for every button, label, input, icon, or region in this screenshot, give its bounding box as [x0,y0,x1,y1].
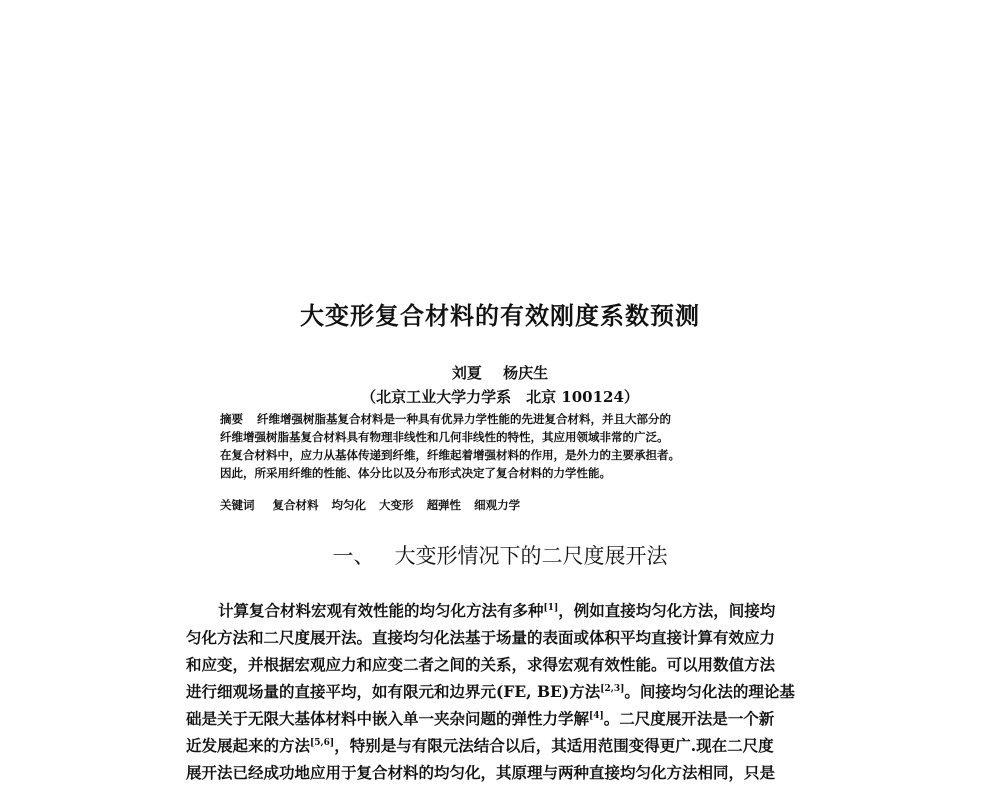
affiliation: （北京工业大学力学系 北京 100124） [361,388,639,406]
section-heading [0,540,1000,570]
keyword: 复合材料 [272,498,319,512]
citation: [5,6] [310,737,335,748]
abstract-line: 因此，所采用纤维的性能、体分比以及分布形式决定了复合材料的力学性能。 [220,466,611,480]
body-line: 和应变，并根据宏观应力和应变二者之间的关系，求得宏观有效性能。可以用数值方法 [186,655,776,674]
abstract-line: 在复合材料中，应力从基体传递到纤维，纤维起着增强材料的作用，是外力的主要承担者。 [220,448,680,462]
body-line: 近发展起来的方法[5,6]，特别是与有限元法结合以后，其适用范围变得更广.现在二尺度 [186,736,774,755]
citation: [4] [589,710,604,721]
abstract [220,410,790,482]
body-line: 础是关于无限大基体材料中嵌入单一夹杂问题的弹性力学解[4]。二尺度展开法是一个新 [186,709,775,728]
abstract-line: 摘要 纤维增强树脂基复合材料是一种具有优异力学性能的先进复合材料，并且大部分的 [220,412,671,426]
keyword: 细观力学 [474,498,521,512]
authors: 刘夏 杨庆生 [451,364,549,382]
body-line: 进行细观场量的直接平均，如有限元和边界元(FE, BE)方法[2,3]。间接均匀化法的理论基 [186,682,795,701]
section-title: 大变形情况下的二尺度展开法 [394,544,668,568]
section-number: 一、 [332,544,375,568]
citation: [2,3] [600,683,625,694]
keyword: 大变形 [379,498,414,512]
keywords-label: 关键词 [220,498,255,512]
body-line: 计算复合材料宏观有效性能的均匀化方法有多种[1]，例如直接均匀化方法，间接均 [218,601,776,620]
body-paragraph [186,597,826,786]
abstract-label: 摘要 [220,412,243,426]
abstract-line: 纤维增强树脂基复合材料具有物理非线性和几何非线性的特性，其应用领域非常的广泛。 [220,430,669,444]
paper-title: 大变形复合材料的有效刚度系数预测 [300,302,700,330]
body-line: 展开法已经成功地应用于复合材料的均匀化，其原理与两种直接均匀化方法相同，只是 [186,763,776,782]
keyword: 均匀化 [331,498,367,512]
body-line: 匀化方法和二尺度展开法。直接均匀化法基于场量的表面或体积平均直接计算有效应力 [186,628,776,647]
citation: [1] [543,602,559,613]
keywords [220,497,790,513]
keyword: 超弹性 [426,498,462,512]
